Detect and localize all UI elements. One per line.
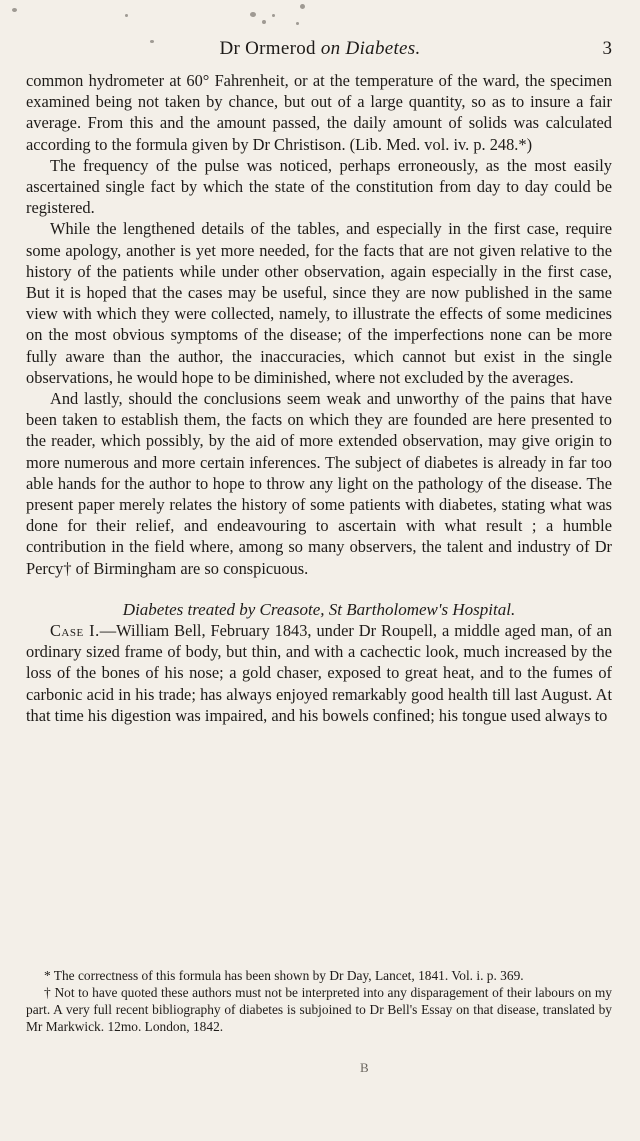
foxing-speck	[296, 22, 299, 25]
running-header	[28, 38, 612, 64]
running-title-subject: Diabetes.	[345, 38, 421, 59]
foxing-speck	[262, 20, 266, 24]
footnotes	[26, 967, 612, 1035]
paragraph: The frequency of the pulse was noticed, perhaps erroneously, as the most easily ascertained single fact by which the state of the constitution from day to day could be registered.	[26, 155, 612, 218]
case-paragraph	[26, 620, 612, 726]
case-label: Case I.	[50, 621, 100, 641]
case-text: —William Bell, February 1843, under Dr Roupell, a middle aged man, of an ordinary sized frame of body, but thin, and with a cachectic look, much increased by the loss of the bones of his nose; a gold chaser, exposed to great heat, and to the fumes of carbonic acid in his trade; has always enjoyed remarkably good health till last August. At that time his digestion was impaired, and his bowels confined; his tongue used always to	[26, 621, 612, 725]
foxing-speck	[272, 14, 275, 17]
paragraph: And lastly, should the conclusions seem weak and unworthy of the pains that have been taken to establish them, the facts on which they are founded are here presented to the reader, which possibly, by the aid of more extended observation, may give origin to more numerous and more certain inferences. The subject of diabetes is already in far too able hands for the author to hope to throw any light on the pathology of the disease. The present paper merely relates the history of some patients with diabetes, stating what was done for their relief, and endeavouring to ascertain with what result ; a humble contribution in the field where, among so many observers, the talent and industry of Dr Percy† of Birmingham are so conspicuous.	[26, 389, 612, 578]
running-title	[28, 38, 612, 60]
foxing-speck	[150, 40, 154, 43]
foxing-speck	[12, 8, 17, 12]
footnote: † Not to have quoted these authors must not be interpreted into any disparagement of their labours on my part. A very full recent bibliography of diabetes is subjoined to Dr Bell's Essay on that disease, translated by Mr Markwick. 12mo. London, 1842.	[26, 985, 612, 1034]
foxing-speck	[250, 12, 256, 17]
paragraph: While the lengthened details of the tables, and especially in the first case, require some apology, another is yet more needed, for the facts that are not given relative to the history of the patients while under other observation, again especially in the first case, But it is hoped that the cases may be useful, since they are now published in the same view with which they were collected, namely, to illustrate the effects of some medicines on the most obvious symptoms of the disease; of the imperfections none can be more fully aware than the author, the inaccuracies, which cannot but exist in the single observations, he would hope to be diminished, where not excluded by the averages.	[26, 219, 612, 387]
running-title-author: Dr Ormerod	[219, 38, 321, 59]
body-text	[26, 70, 612, 726]
foxing-speck	[125, 14, 128, 17]
page-number: 3	[602, 38, 612, 59]
paragraph: common hydrometer at 60° Fahrenheit, or at the temperature of the ward, the specimen examined being not taken by chance, but out of a large quantity, so as to insure a fair average. From this and the amount passed, the daily amount of solids was calculated according to the formula given by Dr Christison. (Lib. Med. vol. iv. p. 248.*)	[26, 71, 612, 154]
signature-mark: B	[360, 1060, 369, 1075]
foxing-speck	[300, 4, 305, 9]
section-title: Diabetes treated by Creasote, St Bartholomew's Hospital.	[122, 599, 516, 619]
running-title-on: on	[320, 38, 341, 59]
footnote: * The correctness of this formula has been shown by Dr Day, Lancet, 1841. Vol. i. p. 369.	[44, 968, 524, 983]
